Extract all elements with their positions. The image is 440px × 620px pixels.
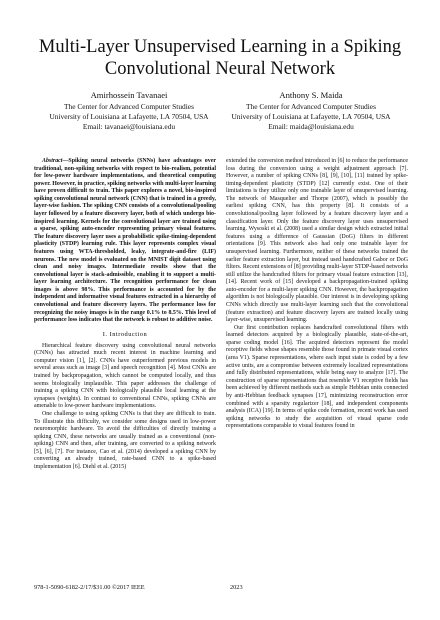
- paragraph: One challenge to using spiking CNNs is that they are difficult to train. To illustrate this difficulty, we consider some designs used in low-power neuromorphic hardware. To avoid the difficulties of directly training a spiking CNN, these networks are usually trained as a conventional (non-spiking) CNN and then, after training, are converted to a spiking network [5], [6], [7]. For instance, Cao et al. (2014) developed a spiking CNN by converting an already trained, rate-based CNN to a spike-based implementation [6]. Diehl et al. (2015): [34, 410, 216, 470]
- author-1: [34, 90, 224, 132]
- author-email: Email: tavanaei@louisiana.edu: [82, 122, 176, 131]
- abstract-text: —Spiking neural networks (SNNs) have advantages over traditional, non-spiking networks with respect to bio-realism, potential for low-power hardware implementations, and theoretical computing power. However, in practice, spiking networks with multi-layer learning have proven difficult to train. This paper explores a novel, bio-inspired spiking convolutional neural network (CNN) that is trained in a greedy, layer-wise fashion. The spiking CNN consists of a convolutional/pooling layer followed by a feature discovery layer, both of which undergo bio-inspired learning. Kernels for the convolutional layer are trained using a sparse, spiking auto-encoder representing primary visual features. The feature discovery layer uses a probabilistic spike-timing-dependent plasticity (STDP) learning rule. This layer represents complex visual features using WTA-thresholded, leaky, integrate-and-fire (LIF) neurons. The new model is evaluated on the MNIST digit dataset using clean and noisy images. Intermediate results show that the convolutional layer is stack-admissible, enabling it to support a multi-layer learning architecture. The recognition performance for clean images is above 98%. This performance is accounted for by the independent and informative visual features extracted in a hierarchy of convolutional and feature discovery layers. The performance loss for recognizing the noisy images is in the range 0.1% to 8.5%. This level of performance loss indicates that the network is robust to additive noise.: [34, 158, 216, 324]
- author-name: Anthony S. Maida: [279, 90, 343, 100]
- author-2: [216, 90, 406, 132]
- author-address: University of Louisiana at Lafayette, LA 70504, USA: [231, 112, 391, 121]
- section-heading-introduction: I. Introduction: [102, 330, 148, 338]
- author-name: Amirhossein Tavanaei: [90, 90, 168, 100]
- page-number: 2023: [230, 584, 243, 591]
- author-block: [34, 90, 406, 138]
- paragraph: Our first contribution replaces handcrafted convolutional filters with learned detectors acquired by a biologically plausible, state-of-the-art, sparse coding model [16]. The acquired detectors represent the model receptive fields whose shapes resemble those found in primate visual cortex (area V1). Sparse representations, where each input state is coded by a few active units, are a compromise between extremely localized representations and fully distributed representations, while being easy to analyze [17]. The construction of sparse representations that resemble V1 receptive fields has been achieved by different methods such as simple Hebbian units connected by anti-Hebbian feedback synapses [17], minimizing reconstruction error combined with a sparsity regularizer [18], and independent components analysis (ICA) [19]. In terms of spike code formation, recent work has used spiking networks to study the acquisition of visual sparse code representations comparable to visual features found in: [226, 324, 408, 430]
- copyright-notice: 978-1-5090-6182-2/17/$31.00 ©2017 IEEE: [34, 584, 145, 591]
- paragraph: Hierarchical feature discovery using convolutional neural networks (CNNs) has attracted much recent interest in machine learning and computer vision [1], [2]. CNNs have outperformed previous models in several areas such as image [3] and speech recognition [4]. Most CNNs are trained by backpropagation, which cannot be computed locally, and thus seems biologically implausible. This paper addresses the challenge of training a spiking CNN with biologically plausible local learning at the synapses (weights). In contrast to conventional CNNs, spiking CNNs are amenable to low-power hardware implementations.: [34, 342, 216, 410]
- left-column: [34, 158, 216, 472]
- author-email: Email: maida@louisiana.edu: [268, 122, 354, 131]
- abstract-label: Abstract: [42, 158, 63, 164]
- author-affiliation: The Center for Advanced Computer Studies: [64, 102, 194, 111]
- paper-title: Multi-Layer Unsupervised Learning in a Spiking Convolutional Neural Network: [38, 37, 402, 79]
- right-column: [226, 158, 408, 431]
- author-address: University of Louisiana at Lafayette, LA 70504, USA: [49, 112, 209, 121]
- abstract: [34, 158, 216, 325]
- paragraph: extended the conversion method introduced in [6] to reduce the performance loss during the conversion using a weight adjustment approach [7]. However, a number of spiking CNNs [8], [9], [10], [11] trained by spike-timing-dependent plasticity (STDP) [12] currently exist. One of their limitations is they utilize only one trainable layer of unsupervised learning. The network of Masquelier and Thorpe (2007), which is possibly the earliest spiking CNN, has this property [8]. It consists of a convolutional/pooling layer followed by a feature discovery layer and a classification layer. Only the feature discovery layer uses unsupervised learning. Wysoski et al. (2008) used a similar design which extracted initial features using a difference of Gaussian (DoG) filters in different orientations [9]. This network also had only one trainable layer for unsupervised learning. Furthermore, neither of these networks trained the earlier feature extraction layer, but instead used handcrafted Gabor or DoG filters. Recent extensions of [8] providing multi-layer STDP-based networks still utilize the handcrafted filters for primary visual feature extraction [13], [14]. Recent work of [15] developed a backpropagation-trained spiking auto-encoder for a multi-layer spiking CNN. However, the backpropagation algorithm is not biologically plausible. Our interest is in developing spiking CNNs which directly use multi-layer learning such that the convolutional (feature extraction) and feature discovery layers are trained locally using layer-wise, unsupervised learning.: [226, 158, 409, 324]
- author-affiliation: The Center for Advanced Computer Studies: [246, 102, 376, 111]
